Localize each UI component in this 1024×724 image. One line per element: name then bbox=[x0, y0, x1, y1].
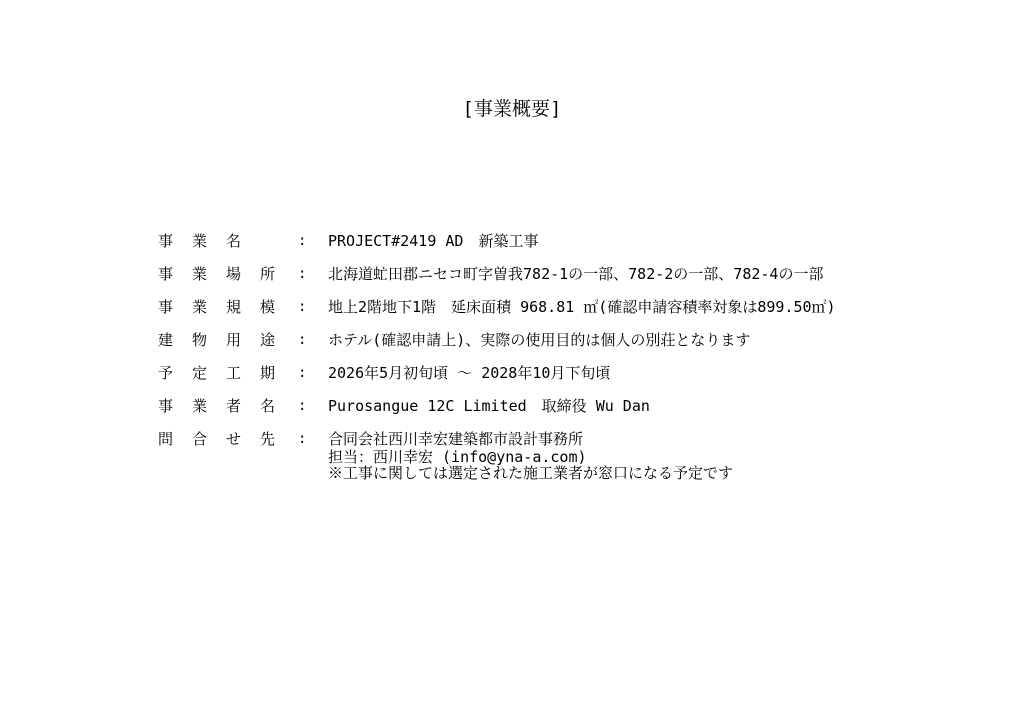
label-project-scale bbox=[158, 298, 298, 317]
row-project-name bbox=[158, 232, 918, 251]
colon: : bbox=[298, 299, 307, 315]
label-char: 者 bbox=[226, 397, 242, 415]
colon: : bbox=[298, 431, 307, 447]
label-char: 事 bbox=[158, 298, 174, 316]
contact-note: ※工事に関しては選定された施工業者が窓口になる予定です bbox=[328, 464, 734, 482]
row-project-scale bbox=[158, 298, 918, 317]
colon: : bbox=[298, 332, 307, 348]
label-char: 工 bbox=[226, 364, 242, 382]
value-business-operator: Purosangue 12C Limited 取締役 Wu Dan bbox=[328, 397, 650, 415]
label-char: 用 bbox=[226, 331, 242, 349]
label-char: 定 bbox=[192, 364, 208, 382]
value-construction-period: 2026年5月初旬頃 ～ 2028年10月下旬頃 bbox=[328, 364, 611, 382]
label-char: 問 bbox=[158, 430, 174, 448]
row-project-location bbox=[158, 265, 918, 284]
label-char: 途 bbox=[260, 331, 276, 349]
document-title: [事業概要] bbox=[462, 98, 562, 120]
colon: : bbox=[298, 233, 307, 249]
label-char: 業 bbox=[192, 397, 208, 415]
value-contact bbox=[328, 430, 918, 481]
colon: : bbox=[298, 398, 307, 414]
row-business-operator bbox=[158, 397, 918, 416]
label-building-use bbox=[158, 331, 298, 350]
value-project-scale: 地上2階地下1階 延床面積 968.81 ㎡(確認申請容積率対象は899.50㎡) bbox=[328, 298, 836, 316]
value-project-location: 北海道虻田郡ニセコ町字曽我782-1の一部、782-2の一部、782-4の一部 bbox=[328, 265, 824, 283]
label-char: 合 bbox=[192, 430, 208, 448]
label-char: 業 bbox=[192, 265, 208, 283]
project-summary bbox=[158, 232, 918, 495]
label-contact bbox=[158, 430, 298, 449]
label-char: 期 bbox=[260, 364, 276, 382]
label-project-name bbox=[158, 232, 298, 251]
value-project-name: PROJECT#2419 AD 新築工事 bbox=[328, 232, 539, 250]
label-char: 建 bbox=[158, 331, 174, 349]
colon: : bbox=[298, 266, 307, 282]
label-char: 事 bbox=[158, 397, 174, 415]
label-char: 規 bbox=[226, 298, 242, 316]
label-char: 業 bbox=[192, 232, 208, 250]
colon: : bbox=[298, 365, 307, 381]
row-contact bbox=[158, 430, 918, 481]
label-char: 業 bbox=[192, 298, 208, 316]
label-char: 物 bbox=[192, 331, 208, 349]
label-char: 場 bbox=[226, 265, 242, 283]
contact-office: 合同会社西川幸宏建築都市設計事務所 bbox=[328, 430, 584, 448]
label-construction-period bbox=[158, 364, 298, 383]
label-char: 所 bbox=[260, 265, 276, 283]
label-char: 予 bbox=[158, 364, 174, 382]
label-char: 名 bbox=[260, 397, 276, 415]
label-char: 名 bbox=[226, 232, 242, 250]
label-char: せ bbox=[226, 430, 242, 448]
row-construction-period bbox=[158, 364, 918, 383]
label-char: 事 bbox=[158, 265, 174, 283]
label-char: 事 bbox=[158, 232, 174, 250]
row-building-use bbox=[158, 331, 918, 350]
label-project-location bbox=[158, 265, 298, 284]
label-char: 先 bbox=[260, 430, 276, 448]
label-business-operator bbox=[158, 397, 298, 416]
contact-person: 担当：西川幸宏 (info@yna-a.com) bbox=[328, 448, 587, 466]
label-char: 模 bbox=[260, 298, 276, 316]
value-building-use: ホテル(確認申請上)、実際の使用目的は個人の別荘となります bbox=[328, 331, 751, 349]
